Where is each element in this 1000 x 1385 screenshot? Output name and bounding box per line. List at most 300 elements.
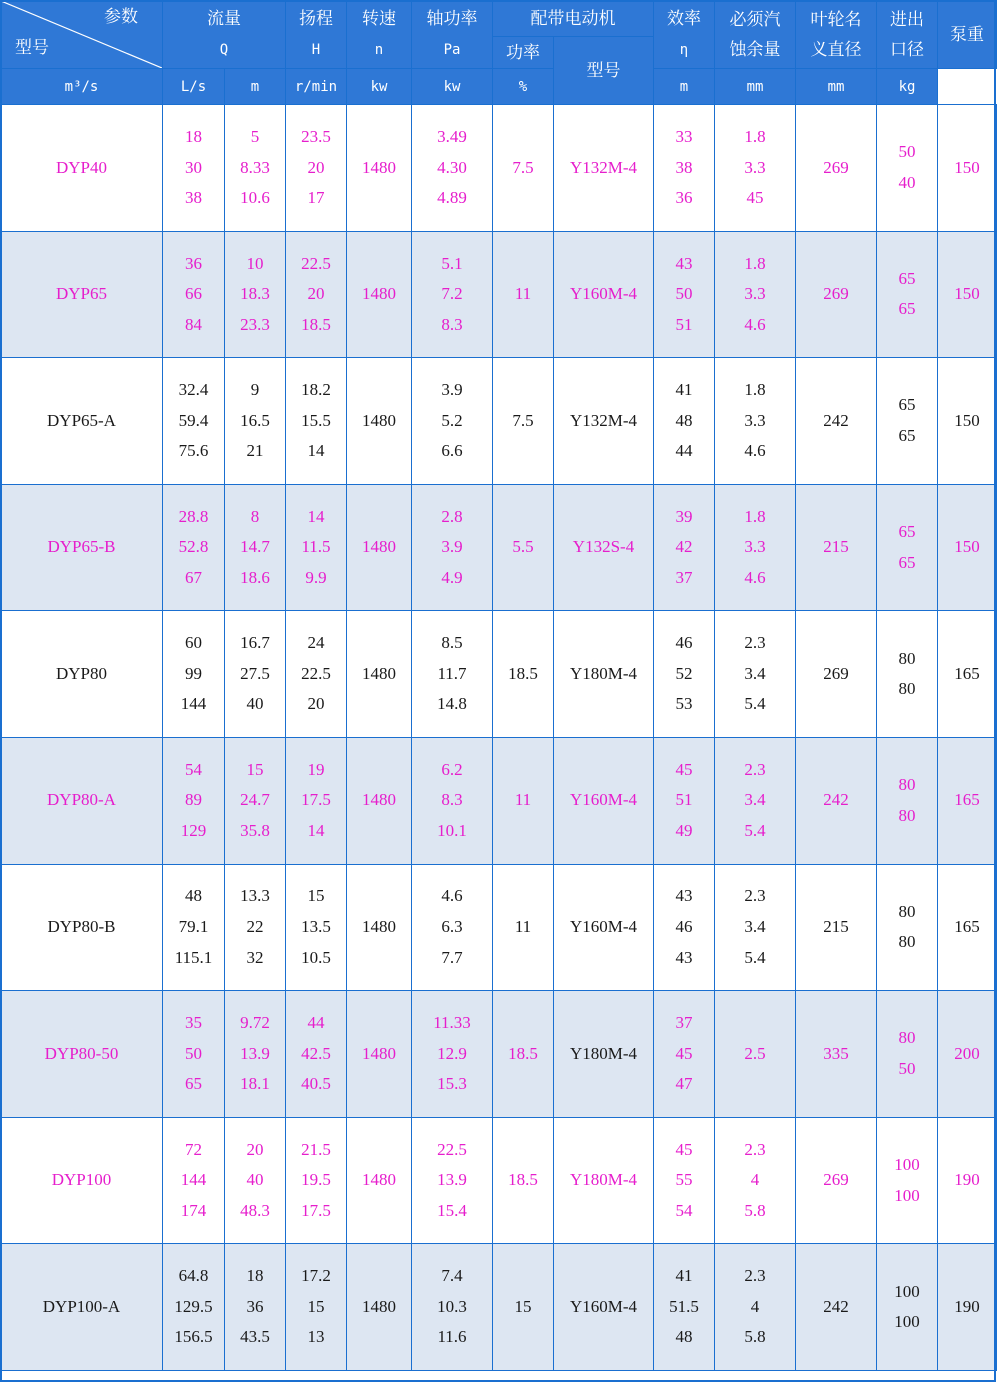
npsh-cell-value: 1.8: [744, 506, 766, 526]
shaft-power-cell-value: 6.3: [441, 917, 463, 937]
head-cell-value: 42.5: [301, 1043, 331, 1063]
shaft-power-cell: [412, 611, 493, 738]
flow-m3-cell-value: 30: [185, 157, 202, 177]
head-cell-value: 18.5: [301, 314, 331, 334]
port-diameter-cell-value: 100: [894, 1281, 920, 1301]
efficiency-header: 效率 η: [654, 1, 715, 69]
head-cell: [286, 1117, 347, 1244]
shaft-power-cell-value: 7.7: [441, 947, 463, 967]
table-row: [1, 105, 997, 232]
speed-cell: 1480: [347, 864, 412, 991]
motor-header: 配带电动机: [493, 1, 654, 37]
head-cell: [286, 231, 347, 358]
impeller-diameter-cell: 269: [796, 611, 877, 738]
shaft-power-cell-value: 4.30: [437, 157, 467, 177]
efficiency-cell: [654, 1244, 715, 1371]
efficiency-cell-value: 46: [675, 633, 693, 653]
weight-header: 泵重: [938, 1, 997, 69]
port-diameter-cell-value: 65: [898, 395, 916, 415]
motor-model-cell: Y132M-4: [554, 105, 654, 232]
port-diameter-cell: [877, 737, 938, 864]
efficiency-cell: [654, 611, 715, 738]
flow-m3-cell-value: 99: [185, 663, 202, 683]
table-row: [1, 1244, 997, 1371]
flow-m3-cell: [163, 737, 225, 864]
flow-ls-cell-value: 48.3: [240, 1200, 270, 1220]
efficiency-cell-value: 43: [675, 253, 693, 273]
speed-cell: 1480: [347, 105, 412, 232]
unit-head: m: [225, 69, 286, 105]
shaft-power-cell-value: 15.3: [437, 1074, 467, 1094]
efficiency-cell-value: 45: [675, 1139, 693, 1159]
head-cell: [286, 105, 347, 232]
efficiency-cell-value: 43: [675, 886, 693, 906]
motor-power-cell: 15: [493, 1244, 554, 1371]
npsh-cell-value: 4.6: [744, 441, 766, 461]
impeller-diameter-header: 叶轮名 义直径: [796, 1, 877, 69]
shaft-power-cell-value: 3.49: [437, 126, 467, 146]
efficiency-cell-value: 53: [675, 694, 693, 714]
model-cell: DYP80-B: [1, 864, 163, 991]
efficiency-cell: [654, 991, 715, 1118]
weight-cell: 150: [938, 484, 997, 611]
npsh-cell-value: 4: [750, 1170, 760, 1190]
npsh-cell-value: 45: [746, 188, 764, 208]
head-cell-value: 17.5: [301, 1200, 331, 1220]
flow-ls-cell-value: 35.8: [240, 821, 270, 841]
port-diameter-cell-value: 65: [898, 299, 916, 319]
head-cell-value: 44: [307, 1013, 325, 1033]
flow-m3-cell: [163, 1117, 225, 1244]
motor-power-cell: 7.5: [493, 105, 554, 232]
flow-ls-cell-value: 24.7: [240, 790, 270, 810]
flow-m3-cell-value: 54: [185, 759, 202, 779]
flow-m3-cell-value: 129: [180, 821, 207, 841]
port-diameter-cell-value: 80: [898, 901, 916, 921]
flow-ls-cell-value: 8: [250, 506, 260, 526]
efficiency-cell-value: 46: [675, 917, 693, 937]
efficiency-cell-value: 41: [675, 380, 693, 400]
motor-model-cell: Y180M-4: [554, 1117, 654, 1244]
model-cell: DYP80-50: [1, 991, 163, 1118]
efficiency-cell: [654, 737, 715, 864]
head-cell-value: 21.5: [301, 1139, 331, 1159]
shaft-power-cell-value: 10.3: [437, 1296, 467, 1316]
flow-m3-cell-value: 89: [185, 790, 202, 810]
flow-ls-cell-value: 8.33: [240, 157, 270, 177]
speed-cell: 1480: [347, 231, 412, 358]
flow-m3-cell: [163, 484, 225, 611]
flow-ls-cell-value: 16.5: [240, 410, 270, 430]
flow-ls-cell-value: 10: [246, 253, 264, 273]
motor-power-cell: 5.5: [493, 484, 554, 611]
flow-ls-cell: [225, 864, 286, 991]
weight-cell: 150: [938, 105, 997, 232]
motor-model-cell: Y160M-4: [554, 864, 654, 991]
unit-impeller: mm: [715, 69, 796, 105]
port-diameter-cell-value: 65: [898, 425, 916, 445]
shaft-power-cell: [412, 484, 493, 611]
flow-ls-cell: [225, 1244, 286, 1371]
flow-m3-cell-value: 28.8: [178, 506, 209, 526]
shaft-power-cell-value: 4.6: [441, 886, 463, 906]
efficiency-cell-value: 37: [675, 567, 693, 587]
flow-m3-cell-value: 79.1: [178, 917, 209, 937]
unit-efficiency: %: [493, 69, 554, 105]
head-cell-value: 18.2: [301, 380, 331, 400]
head-cell-value: 24: [307, 633, 325, 653]
npsh-cell: [715, 737, 796, 864]
unit-flow-m3: m³/s: [1, 69, 163, 105]
npsh-cell-value: 5.4: [744, 694, 766, 714]
flow-m3-cell-value: 174: [180, 1200, 207, 1220]
impeller-diameter-cell: 242: [796, 358, 877, 485]
port-diameter-cell-value: 65: [898, 268, 916, 288]
head-cell-value: 22.5: [301, 253, 331, 273]
motor-power-cell: 11: [493, 231, 554, 358]
head-cell: [286, 1244, 347, 1371]
head-cell-value: 20: [307, 157, 325, 177]
flow-ls-cell-value: 9: [250, 380, 260, 400]
flow-ls-cell-value: 13.3: [240, 886, 270, 906]
flow-m3-cell-value: 48: [185, 886, 202, 906]
motor-model-cell: Y180M-4: [554, 991, 654, 1118]
model-cell: DYP65: [1, 231, 163, 358]
table-row: [1, 358, 997, 485]
port-diameter-cell: [877, 1117, 938, 1244]
weight-cell: 150: [938, 358, 997, 485]
head-cell-value: 19: [307, 759, 325, 779]
npsh-cell-value: 1.8: [744, 126, 766, 146]
port-diameter-cell-value: 80: [898, 775, 916, 795]
flow-m3-cell-value: 66: [185, 284, 202, 304]
npsh-cell-value: 5.4: [744, 821, 766, 841]
unit-weight: kg: [877, 69, 938, 105]
port-diameter-cell: [877, 611, 938, 738]
flow-ls-cell-value: 18.6: [240, 567, 270, 587]
motor-model-cell: Y160M-4: [554, 231, 654, 358]
shaft-power-cell-value: 5.1: [441, 253, 463, 273]
flow-ls-cell-value: 36: [246, 1296, 264, 1316]
npsh-cell: [715, 231, 796, 358]
shaft-power-cell: [412, 231, 493, 358]
speed-cell: 1480: [347, 484, 412, 611]
motor-model-header: 型号: [554, 37, 654, 105]
flow-ls-cell: [225, 991, 286, 1118]
speed-header: 转速 n: [347, 1, 412, 69]
shaft-power-cell-value: 11.6: [437, 1327, 467, 1347]
flow-ls-cell-value: 43.5: [240, 1327, 270, 1347]
flow-ls-cell-value: 14.7: [240, 537, 270, 557]
table-row: [1, 1117, 997, 1244]
weight-cell: 150: [938, 231, 997, 358]
weight-cell: 200: [938, 991, 997, 1118]
table-body: [1, 105, 997, 1371]
unit-speed: r/min: [286, 69, 347, 105]
efficiency-cell-value: 45: [675, 1043, 693, 1063]
port-diameter-cell-value: 50: [898, 142, 916, 162]
flow-ls-cell-value: 23.3: [240, 314, 270, 334]
port-diameter-cell-value: 80: [898, 679, 916, 699]
head-cell-value: 10.5: [301, 947, 331, 967]
model-cell: DYP100: [1, 1117, 163, 1244]
shaft-power-cell: [412, 358, 493, 485]
model-cell: DYP65-B: [1, 484, 163, 611]
npsh-cell-value: 4.6: [744, 314, 766, 334]
npsh-header: 必须汽 蚀余量: [715, 1, 796, 69]
table-row: [1, 864, 997, 991]
shaft-power-cell-value: 11.7: [437, 663, 467, 683]
weight-cell: 165: [938, 864, 997, 991]
efficiency-cell-value: 52: [675, 663, 693, 683]
speed-cell: 1480: [347, 1117, 412, 1244]
flow-ls-cell-value: 27.5: [240, 663, 270, 683]
speed-cell: 1480: [347, 358, 412, 485]
npsh-cell-value: 4.6: [744, 567, 766, 587]
efficiency-cell-value: 55: [675, 1170, 693, 1190]
shaft-power-cell-value: 8.3: [441, 314, 463, 334]
shaft-power-cell-value: 4.9: [441, 567, 463, 587]
npsh-cell-value: 1.8: [744, 380, 766, 400]
head-cell-value: 40.5: [301, 1074, 331, 1094]
flow-ls-cell-value: 32: [246, 947, 264, 967]
shaft-power-cell: [412, 991, 493, 1118]
head-cell-value: 17.5: [301, 790, 331, 810]
motor-power-cell: 18.5: [493, 991, 554, 1118]
model-cell: DYP40: [1, 105, 163, 232]
motor-model-cell: Y180M-4: [554, 611, 654, 738]
shaft-power-cell-value: 5.2: [441, 410, 463, 430]
flow-m3-cell-value: 36: [185, 253, 202, 273]
table-row: [1, 737, 997, 864]
efficiency-cell-value: 37: [675, 1013, 693, 1033]
flow-ls-cell: [225, 737, 286, 864]
npsh-cell: [715, 1244, 796, 1371]
efficiency-cell-value: 50: [675, 284, 693, 304]
shaft-power-cell: [412, 105, 493, 232]
port-diameter-cell-value: 80: [898, 648, 916, 668]
flow-m3-cell-value: 35: [185, 1013, 202, 1033]
flow-m3-cell-value: 67: [185, 567, 202, 587]
flow-ls-cell-value: 5: [250, 126, 260, 146]
efficiency-cell-value: 51: [675, 790, 693, 810]
head-cell-value: 20: [307, 284, 325, 304]
npsh-cell: [715, 611, 796, 738]
flow-ls-cell-value: 16.7: [240, 633, 270, 653]
flow-m3-cell-value: 64.8: [178, 1266, 209, 1286]
head-cell-value: 23.5: [301, 126, 331, 146]
efficiency-cell-value: 39: [675, 506, 693, 526]
efficiency-cell: [654, 105, 715, 232]
efficiency-cell-value: 51.5: [669, 1296, 699, 1316]
impeller-diameter-cell: 335: [796, 991, 877, 1118]
efficiency-cell-value: 33: [675, 126, 693, 146]
flow-m3-cell: [163, 611, 225, 738]
npsh-cell: [715, 991, 796, 1118]
port-diameter-cell-value: 80: [898, 932, 916, 952]
npsh-cell-value: 5.4: [744, 947, 766, 967]
npsh-cell-value: 2.3: [744, 1266, 766, 1286]
efficiency-cell-value: 43: [675, 947, 693, 967]
efficiency-cell-value: 51: [675, 314, 693, 334]
npsh-cell-value: 2.3: [744, 759, 766, 779]
flow-m3-cell-value: 60: [185, 633, 202, 653]
shaft-power-cell: [412, 864, 493, 991]
port-diameter-cell-value: 80: [898, 805, 916, 825]
weight-cell: 190: [938, 1117, 997, 1244]
shaft-power-cell-value: 14.8: [437, 694, 467, 714]
shaft-power-cell-value: 8.3: [441, 790, 463, 810]
model-cell: DYP80-A: [1, 737, 163, 864]
flow-ls-cell-value: 40: [246, 694, 264, 714]
flow-m3-cell-value: 144: [180, 694, 207, 714]
weight-cell: 165: [938, 611, 997, 738]
speed-cell: 1480: [347, 1244, 412, 1371]
shaft-power-cell-value: 13.9: [437, 1170, 467, 1190]
shaft-power-cell-value: 3.9: [441, 537, 463, 557]
npsh-cell-value: 3.3: [744, 284, 766, 304]
npsh-cell-value: 3.4: [744, 663, 766, 683]
unit-npsh: m: [654, 69, 715, 105]
npsh-cell: [715, 358, 796, 485]
efficiency-cell: [654, 864, 715, 991]
efficiency-cell: [654, 231, 715, 358]
head-cell-value: 17.2: [301, 1266, 331, 1286]
param-label: 参数: [104, 7, 138, 27]
efficiency-cell: [654, 484, 715, 611]
flow-m3-cell: [163, 864, 225, 991]
flow-m3-cell-value: 18: [185, 126, 202, 146]
flow-ls-cell: [225, 611, 286, 738]
flow-ls-cell-value: 22: [246, 917, 264, 937]
npsh-cell-value: 2.3: [744, 1139, 766, 1159]
head-cell-value: 19.5: [301, 1170, 331, 1190]
flow-ls-cell-value: 18: [246, 1266, 264, 1286]
flow-m3-cell: [163, 105, 225, 232]
efficiency-cell-value: 42: [675, 537, 693, 557]
npsh-cell-value: 5.8: [744, 1327, 766, 1347]
shaft-power-cell-value: 22.5: [437, 1139, 467, 1159]
npsh-cell-value: 3.3: [744, 537, 766, 557]
flow-m3-cell-value: 115.1: [174, 947, 213, 967]
head-cell-value: 15.5: [301, 410, 331, 430]
head-cell-value: 20: [307, 694, 325, 714]
head-cell-value: 15: [307, 886, 325, 906]
param-model-diagonal-cell: [1, 1, 163, 69]
motor-power-cell: 18.5: [493, 1117, 554, 1244]
efficiency-cell-value: 44: [675, 441, 693, 461]
head-header: 扬程 H: [286, 1, 347, 69]
port-diameter-cell: [877, 991, 938, 1118]
unit-motor-power: kw: [412, 69, 493, 105]
shaft-power-cell-value: 10.1: [437, 821, 467, 841]
head-cell-value: 14: [307, 441, 325, 461]
flow-m3-cell-value: 52.8: [178, 537, 209, 557]
speed-cell: 1480: [347, 737, 412, 864]
flow-m3-cell-value: 59.4: [178, 410, 209, 430]
shaft-power-cell-value: 11.33: [433, 1013, 471, 1033]
shaft-power-cell: [412, 1244, 493, 1371]
flow-m3-cell-value: 75.6: [178, 441, 209, 461]
port-diameter-cell-value: 100: [894, 1154, 920, 1174]
efficiency-cell-value: 45: [675, 759, 693, 779]
npsh-cell-value: 2.5: [744, 1043, 766, 1063]
efficiency-cell-value: 48: [675, 410, 693, 430]
port-diameter-cell-value: 100: [894, 1312, 920, 1332]
head-cell-value: 13.5: [301, 917, 331, 937]
head-cell-value: 9.9: [305, 567, 327, 587]
unit-port: mm: [796, 69, 877, 105]
flow-ls-cell: [225, 231, 286, 358]
flow-ls-cell-value: 40: [246, 1170, 264, 1190]
npsh-cell: [715, 105, 796, 232]
impeller-diameter-cell: 242: [796, 737, 877, 864]
npsh-cell-value: 3.3: [744, 410, 766, 430]
impeller-diameter-cell: 242: [796, 1244, 877, 1371]
shaft-power-cell-value: 7.4: [441, 1266, 463, 1286]
impeller-diameter-cell: 269: [796, 1117, 877, 1244]
port-diameter-cell-value: 65: [898, 552, 916, 572]
head-cell-value: 17: [307, 188, 325, 208]
shaft-power-cell-value: 8.5: [441, 633, 463, 653]
flow-ls-cell-value: 18.3: [240, 284, 270, 304]
port-diameter-cell-value: 80: [898, 1028, 916, 1048]
efficiency-cell-value: 41: [675, 1266, 693, 1286]
table-header: [1, 1, 997, 105]
shaft-power-cell-value: 6.6: [441, 441, 463, 461]
efficiency-cell-value: 36: [675, 188, 693, 208]
shaft-power-cell-value: 7.2: [441, 284, 463, 304]
flow-m3-cell-value: 156.5: [174, 1327, 213, 1347]
flow-ls-cell: [225, 484, 286, 611]
npsh-cell-value: 3.3: [744, 157, 766, 177]
flow-ls-cell-value: 20: [246, 1139, 264, 1159]
weight-cell: 165: [938, 737, 997, 864]
flow-m3-cell: [163, 358, 225, 485]
head-cell: [286, 737, 347, 864]
flow-ls-cell-value: 13.9: [240, 1043, 270, 1063]
flow-ls-cell: [225, 1117, 286, 1244]
motor-model-cell: Y160M-4: [554, 737, 654, 864]
npsh-cell-value: 1.8: [744, 253, 766, 273]
flow-m3-cell-value: 144: [180, 1170, 207, 1190]
flow-m3-cell-value: 84: [185, 314, 202, 334]
shaft-power-cell-value: 2.8: [441, 506, 463, 526]
head-cell-value: 15: [307, 1296, 325, 1316]
model-cell: DYP100-A: [1, 1244, 163, 1371]
port-diameter-cell: [877, 484, 938, 611]
shaft-power-cell: [412, 1117, 493, 1244]
unit-shaft-power: kw: [347, 69, 412, 105]
shaft-power-cell-value: 3.9: [441, 380, 463, 400]
flow-m3-cell-value: 50: [185, 1043, 202, 1063]
motor-model-cell: Y160M-4: [554, 1244, 654, 1371]
table-row: [1, 231, 997, 358]
table-row: [1, 484, 997, 611]
model-cell: DYP65-A: [1, 358, 163, 485]
head-cell-value: 14: [307, 506, 325, 526]
motor-model-cell: Y132S-4: [554, 484, 654, 611]
model-cell: DYP80: [1, 611, 163, 738]
npsh-cell-value: 3.4: [744, 917, 766, 937]
npsh-cell-value: 5.8: [744, 1200, 766, 1220]
flow-m3-cell: [163, 1244, 225, 1371]
npsh-cell-value: 3.4: [744, 790, 766, 810]
flow-m3-cell-value: 32.4: [178, 380, 209, 400]
flow-header: 流量 Q: [163, 1, 286, 69]
flow-ls-cell-value: 18.1: [240, 1074, 270, 1094]
npsh-cell-value: 2.3: [744, 633, 766, 653]
